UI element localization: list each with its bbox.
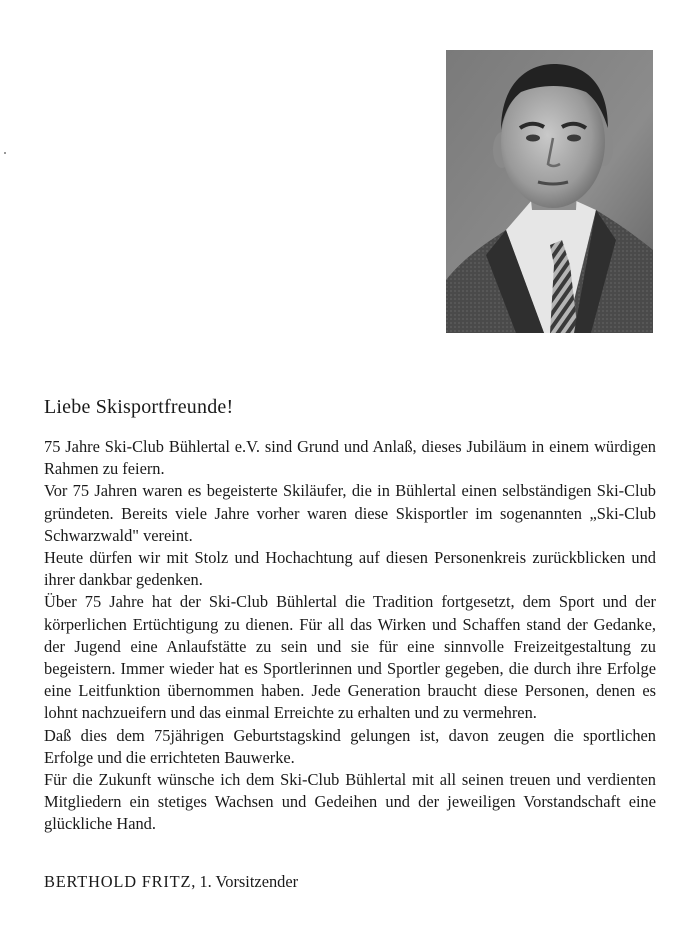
paragraph: Für die Zukunft wünsche ich dem Ski-Club Bühlertal mit all seinen treuen und verdienten Mitgliedern ein stetiges Wachsen und Gedeihen und der jeweiligen Vorstandschaft eine glückliche Hand. [44,770,656,834]
signature [44,872,298,892]
portrait-illustration [446,50,653,333]
paragraph: Über 75 Jahre hat der Ski-Club Bühlertal die Tradition fortgesetzt, dem Sport und der körperlichen Ertüchtigung zu dienen. Für all das Wirken und Schaffen stand der Gedanke, der Jugend eine Anlaufstätte zu sein und sie für eine sinnvolle Freizeitgestaltung zu begeistern. Immer wieder hat es Sportlerinnen und Sportler gegeben, die durch ihre Erfolge eine Leitfunktion übernommen haben. Jede Generation braucht diese Personen, denen es lohnt nachzueifern und das einmal Erreichte zu erhalten und zu vermehren. [44,592,656,723]
signature-role: , 1. Vorsitzender [191,872,299,891]
paragraph: Vor 75 Jahren waren es begeisterte Skiläufer, die in Bühlertal einen selbständigen Ski-Club gründeten. Bereits viele Jahre vorher waren diese Skisportler im sogenannten „Ski-Club Schwarzwald" vereint. [44,481,656,545]
signature-name: BERTHOLD FRITZ [44,872,192,891]
scan-speck [4,152,6,154]
paragraph: 75 Jahre Ski-Club Bühlertal e.V. sind Grund und Anlaß, dieses Jubiläum in einem würdigen Rahmen zu feiern. [44,437,656,479]
paragraph: Heute dürfen wir mit Stolz und Hochachtung auf diesen Personenkreis zurückblicken und ihrer dankbar gedenken. [44,548,656,590]
letter-body [44,436,656,836]
portrait-photo [446,50,653,333]
greeting-heading: Liebe Skisportfreunde! [44,396,234,418]
paragraph: Daß dies dem 75jährigen Geburtstagskind gelungen ist, davon zeugen die sportlichen Erfolge und die errichteten Bauwerke. [44,725,656,767]
